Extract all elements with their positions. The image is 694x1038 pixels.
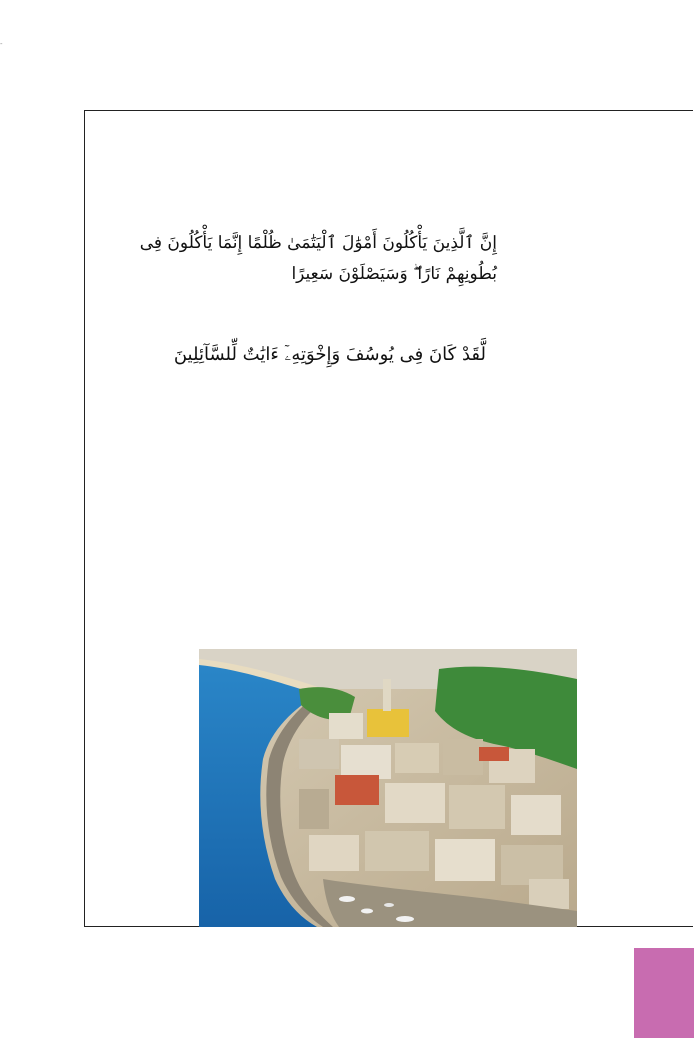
verse-2-line: لَّقَدْ كَانَ فِى يُوسُفَ وَإِخْوَتِهِۦٓ ءَايَٰتٌ لِّلسَّآئِلِينَ	[173, 344, 486, 365]
verse-block-2	[173, 340, 486, 370]
verse-1-line-2: بُطُونِهِمْ نَارًا ۖ وَسَيَصْلَوْنَ سَعِيرًا	[291, 264, 497, 284]
corner-mark: -	[0, 40, 3, 48]
aerial-city-photo	[199, 649, 577, 927]
verse-1-line-1: إِنَّ ٱلَّذِينَ يَأْكُلُونَ أَمْوَٰلَ ٱلْيَتَٰمَىٰ ظُلْمًا إِنَّمَا يَأْكُلُونَ فِى	[139, 233, 497, 253]
page-color-tab	[634, 948, 694, 1038]
verse-block-1	[139, 228, 497, 290]
